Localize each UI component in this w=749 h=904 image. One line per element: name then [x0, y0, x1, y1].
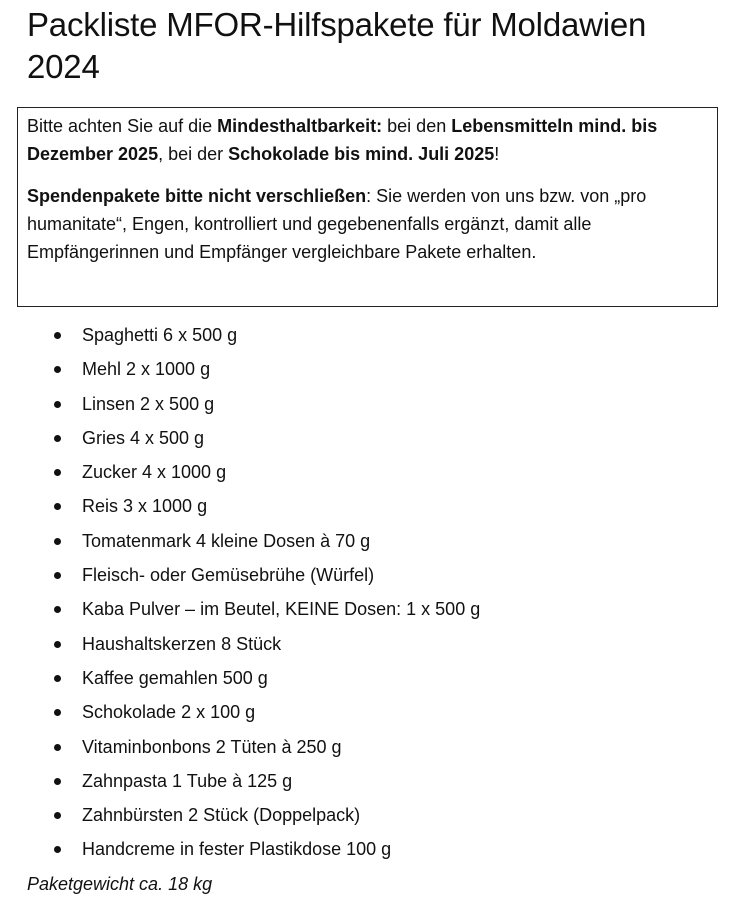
bullet-icon [54, 778, 61, 785]
notice-text: bei den [382, 116, 452, 136]
list-item-text: Schokolade 2 x 100 g [82, 702, 256, 723]
list-item-text: Tomatenmark 4 kleine Dosen à 70 g [82, 530, 371, 551]
bullet-icon [54, 332, 61, 339]
list-item-text: Kaffee gemahlen 500 g [82, 667, 268, 688]
list-item [0, 489, 480, 523]
list-item [0, 695, 480, 729]
list-item [0, 798, 480, 832]
list-item-text: Zucker 4 x 1000 g [82, 462, 227, 483]
page-title [27, 4, 727, 88]
list-item-text: Handcreme in fester Plastikdose 100 g [82, 839, 392, 860]
bullet-icon [54, 641, 61, 648]
list-item [0, 387, 480, 421]
list-item-text: Haushaltskerzen 8 Stück [82, 633, 282, 654]
bullet-icon [54, 435, 61, 442]
title-line-2: 2024 [27, 48, 100, 85]
notice-text: , bei der [158, 144, 229, 164]
list-item [0, 524, 480, 558]
list-item-text: Kaba Pulver – im Beutel, KEINE Dosen: 1 x 500 g [82, 599, 481, 620]
list-item [0, 730, 480, 764]
notice-text: Bitte achten Sie auf die [27, 116, 218, 136]
bullet-icon [54, 675, 61, 682]
notice-emphasis: Spendenpakete bitte nicht verschließen [27, 186, 367, 206]
notice-emphasis: Mindesthaltbarkeit: [217, 116, 383, 136]
list-item-text: Reis 3 x 1000 g [82, 496, 208, 517]
package-weight-note: Paketgewicht ca. 18 kg [27, 874, 213, 894]
bullet-icon [54, 709, 61, 716]
bullet-icon [54, 744, 61, 751]
notice-emphasis: Lebensmitteln mind. bis Dezember 2025 [27, 116, 658, 164]
notice-paragraph-expiry [27, 112, 717, 168]
notice-box [17, 107, 718, 307]
notice-paragraph-packaging [27, 182, 717, 266]
bullet-icon [54, 572, 61, 579]
bullet-icon [54, 503, 61, 510]
bullet-icon [54, 366, 61, 373]
list-item [0, 592, 480, 626]
bullet-icon [54, 469, 61, 476]
list-item [0, 352, 480, 386]
list-item [0, 627, 480, 661]
list-item-text: Vitaminbonbons 2 Tüten à 250 g [82, 736, 342, 757]
list-item-text: Zahnpasta 1 Tube à 125 g [82, 770, 293, 791]
list-item-text: Spaghetti 6 x 500 g [82, 325, 238, 345]
list-item [0, 455, 480, 489]
list-item [0, 832, 480, 866]
list-item-text: Mehl 2 x 1000 g [82, 359, 211, 380]
list-item [0, 764, 480, 798]
list-item [0, 661, 480, 695]
list-item-text: Zahnbürsten 2 Stück (Doppelpack) [82, 805, 361, 826]
bullet-icon [54, 538, 61, 545]
list-item-text: Gries 4 x 500 g [82, 427, 205, 448]
title-line-1: Packliste MFOR-Hilfspakete für Moldawien [27, 6, 647, 43]
notice-text: : Sie werden von uns bzw. von „pro humanitate“, Engen, kontrolliert und gegebenenfalls ergänzt, damit alle Empfängerinnen und Empfänger vergleichbare Pakete erhalten. [27, 186, 647, 262]
packing-list [0, 318, 480, 867]
list-item [0, 558, 480, 592]
list-item [0, 421, 480, 455]
notice-text: ! [494, 144, 500, 164]
list-item-text: Linsen 2 x 500 g [82, 393, 215, 414]
bullet-icon [54, 606, 61, 613]
notice-emphasis: Schokolade bis mind. Juli 2025 [228, 144, 495, 164]
list-item [0, 318, 480, 352]
bullet-icon [54, 846, 61, 853]
bullet-icon [54, 812, 61, 819]
bullet-icon [54, 401, 61, 408]
list-item-text: Fleisch- oder Gemüsebrühe (Würfel) [82, 565, 375, 586]
